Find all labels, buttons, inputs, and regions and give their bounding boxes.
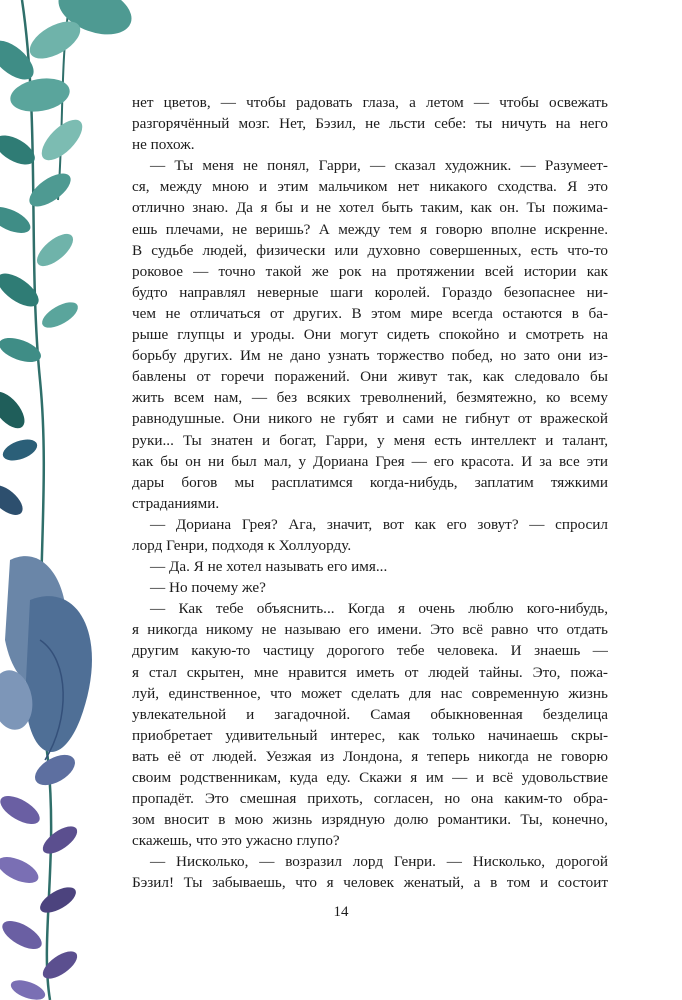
text-line: В судьбе людей, физически или духовно совершенных, есть что-то [132, 241, 608, 259]
text-line: я никогда никому не называю его имени. Это всё равно что отдать [132, 621, 608, 639]
text-line: другим какую-то частицу дорогого тебе человека. И знаешь — [132, 642, 608, 660]
text-line: чем не отличаться от других. В этом мире всегда остаются в ба- [132, 304, 608, 322]
text-line: дары богов мы расплатимся когда-нибудь, заплатим тяжкими [132, 473, 608, 491]
text-line: пропадёт. Это смешная прихоть, согласен, но она каким-то обра- [132, 790, 608, 808]
text-line: я стал скрытен, мне нравится иметь от людей тайны. Это, пожа- [132, 663, 608, 681]
text-line: ешь плечами, не веришь? А между тем я говорю вполне искренне. [132, 220, 608, 238]
text-line: скажешь, что это ужасно глупо? [132, 832, 340, 850]
text-line: будто направлял неверные шаги королей. Гораздо безопаснее ни- [132, 283, 608, 301]
text-line: вать её от людей. Уезжая из Лондона, я теперь никогда не говорю [132, 747, 608, 765]
text-line: ся, между мною и этим мальчиком нет никакого сходства. Я это [132, 178, 608, 196]
body-text [132, 92, 608, 894]
text-line: увлекательной и загадочной. Самая обыкновенная безделица [132, 705, 608, 723]
text-line: нет цветов, — чтобы радовать глаза, а летом — чтобы освежать [132, 94, 608, 111]
text-line: зом вносит в мою жизнь изрядную долю романтики. Ты, конечно, [132, 811, 608, 829]
text-line: роковое — точно такой же рок на протяжении всей истории как [132, 262, 608, 280]
text-line: бавлены от горечи поражений. Они живут так, как следовало бы [132, 368, 608, 386]
text-line: — Нисколько, — возразил лорд Генри. — Нисколько, дорогой [150, 853, 608, 871]
text-line: — Да. Я не хотел называть его имя... [150, 558, 388, 576]
text-line: — Дориана Грея? Ага, значит, вот как его зовут? — спросил [150, 515, 608, 533]
text-line: лорд Генри, подходя к Холлуорду. [132, 536, 352, 554]
text-line: приобретает удивительный интерес, как только начинаешь скры- [132, 726, 608, 744]
text-line: — Но почему же? [150, 579, 266, 597]
text-line: разгорячённый мозг. Нет, Бэзил, не льсти себе: ты ничуть на него [132, 115, 608, 133]
text-line: страданиями. [132, 494, 220, 512]
text-line: жить всем нам, — без всяких треволнений, безмятежно, ко всему [132, 389, 608, 407]
text-line: луй, единственное, что может сделать для нас современную жизнь [132, 684, 608, 702]
text-line: руки... Ты знатен и богат, Гарри, у меня есть интеллект и талант, [132, 431, 608, 449]
text-line: — Ты меня не понял, Гарри, — сказал художник. — Разумеет- [150, 157, 608, 175]
text-line: — Как тебе объяснить... Когда я очень люблю кого-нибудь, [150, 600, 608, 618]
text-line: не похож. [132, 136, 195, 154]
text-line: отлично знаю. Да я бы и не хотел быть таким, как он. Ты пожима- [132, 199, 608, 217]
text-line: рыше глупцы и уроды. Они могут сидеть спокойно и смотреть на [132, 326, 608, 344]
text-line: Бэзил! Ты забываешь, что я человек женатый, а в том и состоит [132, 874, 608, 892]
botanical-border-illustration [0, 0, 140, 1000]
page-number: 14 [333, 904, 349, 920]
text-line: как бы он ни был мал, у Дориана Грея — его красота. И за все эти [132, 452, 608, 470]
text-line: равнодушные. Они никого не губят и сами не гибнут от вражеской [132, 410, 608, 428]
text-line: своим родственникам, куда еду. Скажи я им — и всё удовольствие [132, 769, 608, 786]
text-line: борьбу других. Им не дано узнать торжество побед, но зато они из- [132, 347, 608, 365]
